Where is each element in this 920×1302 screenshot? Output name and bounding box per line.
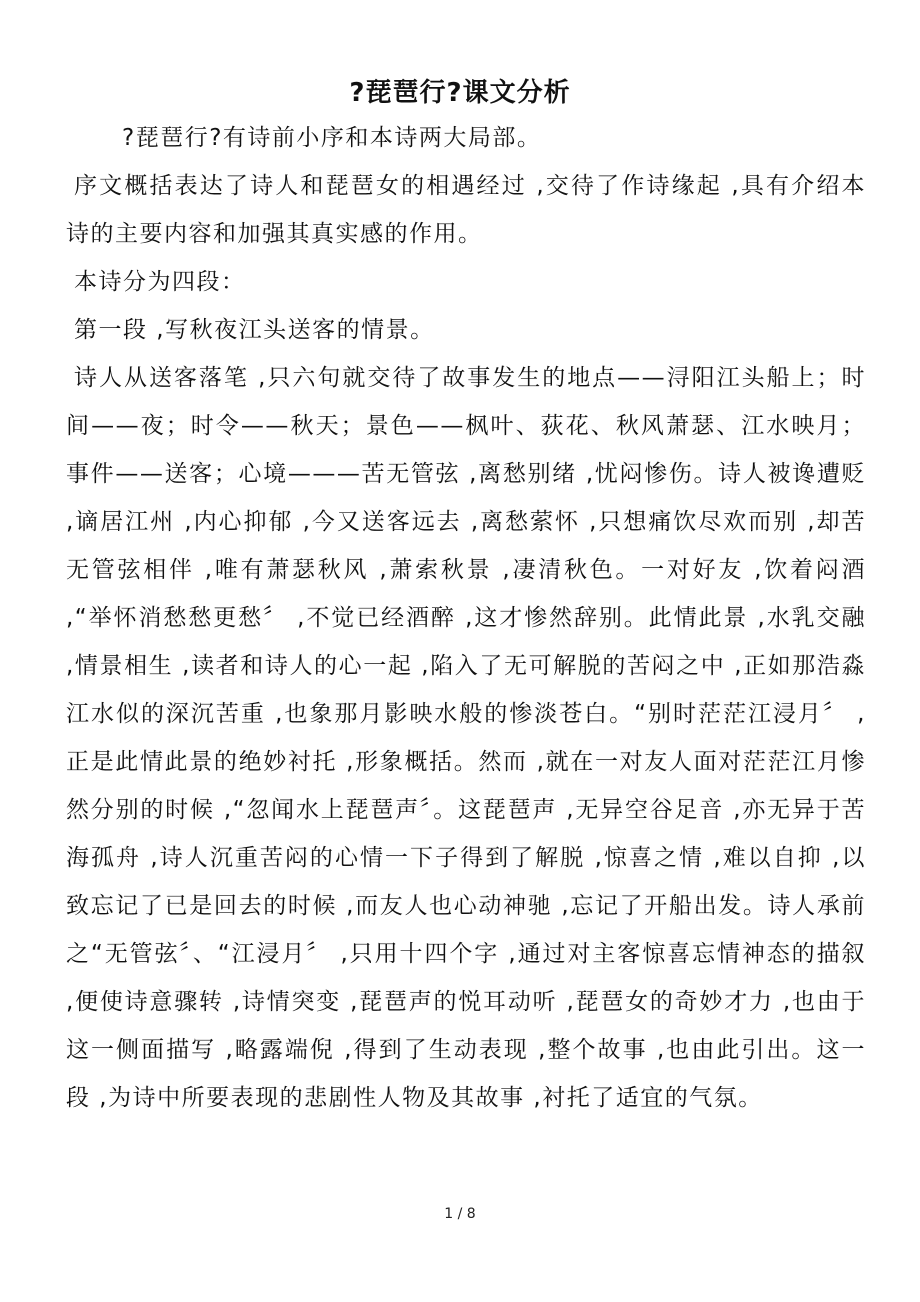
document-title: ?琵琶行?课文分析 [349, 78, 571, 108]
structure-paragraph: 本诗分为四段： [74, 269, 246, 295]
page-number: 1 / 8 [444, 1206, 476, 1222]
section-one-analysis: 诗人从送客落笔 ,只六句就交待了故事发生的地点——浔阳江头船上；时间——夜；时令——秋天；景色——枫叶、荻花、秋风萧瑟、江水映月；事件——送客；心境———苦无管弦 ,离愁别绪 ,忧闷惨伤。诗人被谗遭贬 ,谪居江州 ,内心抑郁 ,今又送客远去 ,离愁萦怀 ,只想痛饮尽欢而别 ,却苦无管弦相伴 ,唯有萧瑟秋风 ,萧索秋景 ,凄清秋色。一对好友 ,饮着闷酒 ,“举怀消愁愁更愁〞 ,不觉已经酒醉 ,这才惨然辞别。此情此景 ,水乳交融 ,情景相生 ,读者和诗人的心一起 ,陷入了无可解脱的苦闷之中 ,正如那浩淼江水似的深沉苦重 ,也象那月影映水般的惨淡苍白。“别时茫茫江浸月〞 ,正是此情此景的绝妙衬托 ,形象概括。然而 ,就在一对友人面对茫茫江月惨然分别的时候 ,“忽闻水上琵琶声〞。这琵琶声 ,无异空谷足音 ,亦无异于苦海孤舟 ,诗人沉重苦闷的心情一下子得到了解脱 ,惊喜之情 ,难以自抑 ,以致忘记了已是回去的时候 ,而友人也心动神驰 ,忘记了开船出发。诗人承前之“无管弦〞、“江浸月〞 ,只用十四个字 ,通过对主客惊喜忘情神态的描叙 ,便使诗意骤转 ,诗情突变 ,琵琶声的悦耳动听 ,琵琶女的奇妙才力 ,也由于这一侧面描写 ,略露端倪 ,得到了生动表现 ,整个故事 ,也由此引出。这一段 ,为诗中所要表现的悲剧性人物及其故事 ,衬托了适宜的气氛。 [66, 365, 866, 1111]
preface-paragraph: 序文概括表达了诗人和琵琶女的相遇经过 ,交待了作诗缘起 ,具有介绍本诗的主要内容和加强其真实感的作用。 [66, 173, 866, 247]
intro-paragraph: ?琵琶行?有诗前小序和本诗两大局部。 [122, 125, 542, 151]
section-one-heading: 第一段 ,写秋夜江头送客的情景。 [74, 317, 435, 343]
document-body [66, 114, 866, 1122]
